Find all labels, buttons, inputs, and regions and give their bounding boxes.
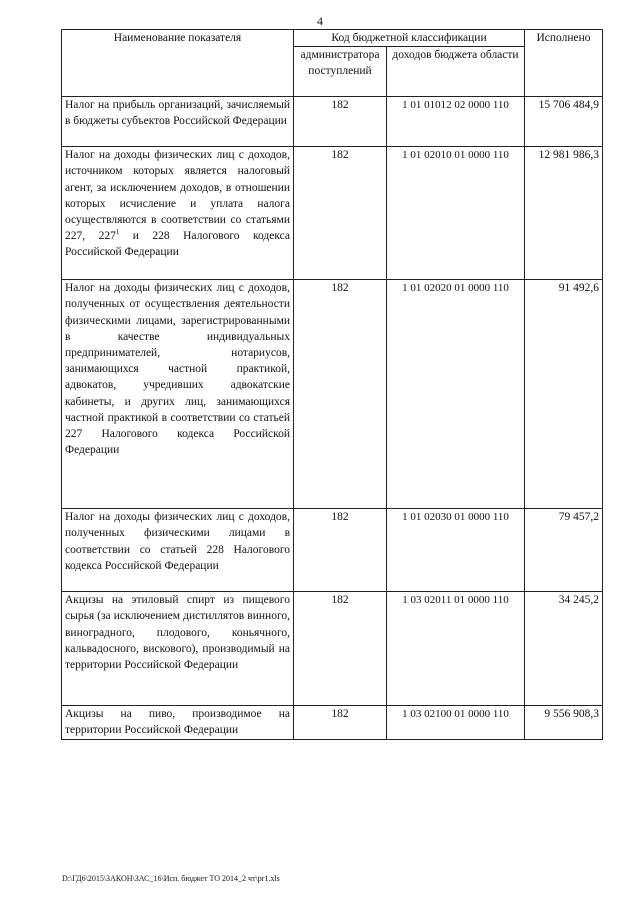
row-revenue-code: 1 01 02010 01 0000 110 (387, 147, 525, 280)
header-name: Наименование показателя (62, 30, 294, 97)
revenue-table (61, 29, 603, 740)
header-admin: администратора поступлений (294, 47, 387, 97)
header-row-top (62, 30, 603, 47)
table-row (62, 706, 603, 740)
row-name-superscript: 1 (115, 228, 120, 237)
row-amount: 12 981 986,3 (525, 147, 603, 280)
row-amount: 79 457,2 (525, 509, 603, 592)
row-name: Налог на прибыль организаций, зачисляемый в бюджеты субъектов Российской Федерации (62, 97, 294, 147)
page-number: 4 (317, 14, 323, 28)
header-code-group: Код бюджетной классификации (294, 30, 525, 47)
row-amount: 9 556 908,3 (525, 706, 603, 740)
row-name: Акцизы на пиво, производимое на территории Российской Федерации (62, 706, 294, 740)
row-amount: 15 706 484,9 (525, 97, 603, 147)
table-row (62, 147, 603, 280)
row-revenue-code: 1 03 02011 01 0000 110 (387, 592, 525, 706)
row-name: Налог на доходы физических лиц с доходов, полученных от осуществления деятельности физическими лицами, зарегистрированными в качестве индивидуальных предпринимателей, нотариусов, занимающихся частной практикой, адвокатов, учредивших адвокатские кабинеты, и других лиц, занимающихся частной практикой в соответствии со статьей 227 Налогового кодекса Российской Федерации (62, 280, 294, 509)
row-amount: 34 245,2 (525, 592, 603, 706)
row-name-text-end: и 228 Налогового кодекса Российской Федерации (65, 230, 290, 259)
table-row (62, 592, 603, 706)
row-revenue-code: 1 03 02100 01 0000 110 (387, 706, 525, 740)
table-row (62, 97, 603, 147)
row-revenue-code: 1 01 01012 02 0000 110 (387, 97, 525, 147)
file-path-footer: D:\ГД6\2015\ЗАКОН\ЗАС_16\Исп. бюджет ТО 2014_2 чт\pr1.xls (62, 874, 280, 883)
row-admin-code: 182 (294, 706, 387, 740)
row-admin-code: 182 (294, 280, 387, 509)
header-executed: Исполнено (525, 30, 603, 97)
row-admin-code: 182 (294, 147, 387, 280)
row-name: Акцизы на этиловый спирт из пищевого сырья (за исключением дистиллятов винного, виноградного, плодового, коньячного, кальвадосного, вискового), производимый на территории Российской Федерации (62, 592, 294, 706)
table-row (62, 280, 603, 509)
row-name-text: Налог на доходы физических лиц с доходов, источником которых является налоговый агент, за исключением доходов, в отношении которых исчисление и уплата налога осуществляются в соответствии со статьями 227, 227 (65, 149, 290, 243)
row-name: Налог на доходы физических лиц с доходов, полученных физическими лицами в соответствии со статьей 228 Налогового кодекса Российской Федерации (62, 509, 294, 592)
row-revenue-code: 1 01 02030 01 0000 110 (387, 509, 525, 592)
row-amount: 91 492,6 (525, 280, 603, 509)
row-admin-code: 182 (294, 97, 387, 147)
row-admin-code: 182 (294, 592, 387, 706)
row-name (62, 147, 294, 280)
table-row (62, 509, 603, 592)
row-revenue-code: 1 01 02020 01 0000 110 (387, 280, 525, 509)
header-revenue: доходов бюджета области (387, 47, 525, 97)
row-admin-code: 182 (294, 509, 387, 592)
